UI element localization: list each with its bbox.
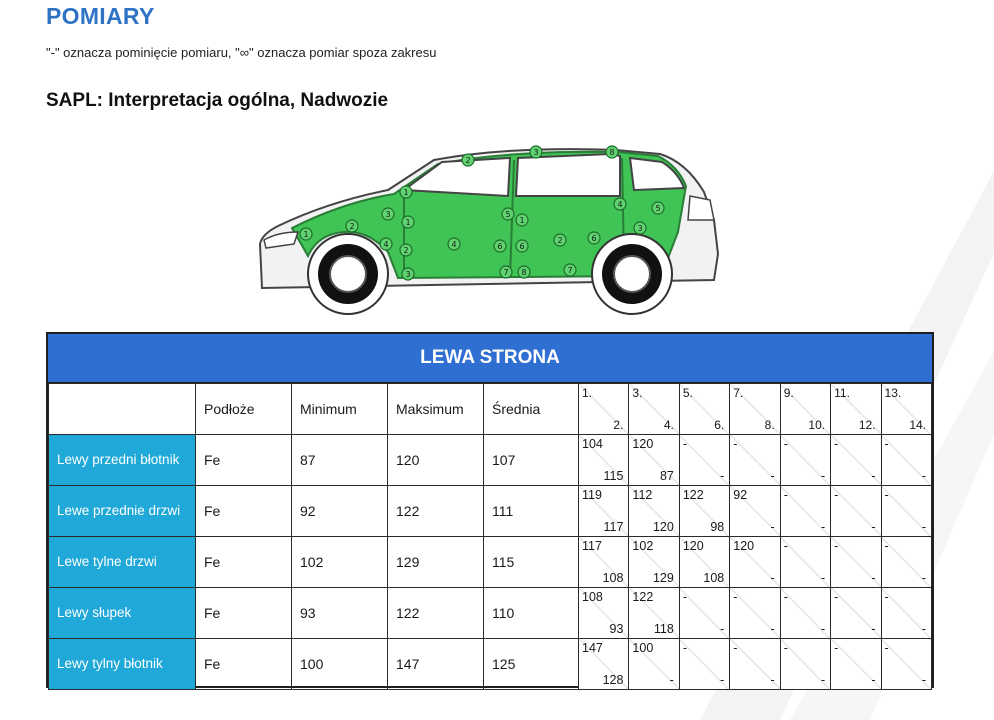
col-label [49,384,196,435]
point-label: 6 [519,242,525,251]
point-label: 1 [519,216,525,225]
cell-points: - - [881,639,931,690]
header-row [49,384,932,435]
cell-points: - - [730,435,780,486]
cell-points: - - [780,486,830,537]
page-title: POMIARY [46,3,155,29]
table-row [49,588,932,639]
cell-points: - - [780,588,830,639]
section-title: SAPL: Interpretacja ogólna, Nadwozie [46,90,389,111]
table-row [49,486,932,537]
cell-points: - - [831,435,881,486]
cell-substrate: Fe [196,435,292,486]
cell-maximum: 120 [388,435,484,486]
cell-minimum: 92 [292,486,388,537]
cell-minimum: 100 [292,639,388,690]
col-average: Średnia [484,384,579,435]
cell-points: 100 - [629,639,679,690]
point-label: 2 [403,246,409,255]
cell-points: 104 115 [579,435,629,486]
col-points-11-12: 11. 12. [831,384,881,435]
cell-points: - - [679,588,729,639]
cell-average: 125 [484,639,579,690]
measurement-grid [48,383,932,690]
point-label: 2 [557,236,563,245]
table-row [49,435,932,486]
cell-points: - - [881,537,931,588]
point-label: 4 [617,200,623,209]
cell-points: - - [831,537,881,588]
col-points-7-8: 7. 8. [730,384,780,435]
point-label: 5 [655,204,661,213]
cell-points: 119 117 [579,486,629,537]
point-label: 3 [637,224,643,233]
cell-maximum: 122 [388,486,484,537]
point-label: 8 [609,148,615,157]
cell-average: 115 [484,537,579,588]
cell-points: - - [780,435,830,486]
cell-substrate: Fe [196,588,292,639]
col-points-1-2: 1. 2. [579,384,629,435]
row-label: Lewy słupek [49,588,196,639]
legend-note: "-" oznacza pominięcie pomiaru, "∞" oznacza pomiar spoza zakresu [46,45,437,60]
car-side-icon [248,140,728,320]
cell-average: 107 [484,435,579,486]
cell-points: - - [679,435,729,486]
point-label: 1 [405,218,411,227]
cell-points: - - [831,588,881,639]
cell-average: 111 [484,486,579,537]
point-label: 6 [591,234,597,243]
col-substrate: Podłoże [196,384,292,435]
cell-points: - - [730,639,780,690]
point-label: 4 [451,240,457,249]
cell-points: 122 98 [679,486,729,537]
table-row [49,639,932,690]
cell-maximum: 129 [388,537,484,588]
cell-substrate: Fe [196,486,292,537]
cell-points: - - [881,588,931,639]
cell-points: - - [780,639,830,690]
cell-points: 120 108 [679,537,729,588]
cell-substrate: Fe [196,639,292,690]
cell-points: 92 - [730,486,780,537]
table-row [49,537,932,588]
col-maximum: Maksimum [388,384,484,435]
point-label: 3 [385,210,391,219]
cell-maximum: 122 [388,588,484,639]
col-points-3-4: 3. 4. [629,384,679,435]
cell-points: 117 108 [579,537,629,588]
cell-points: 120 - [730,537,780,588]
point-label: 2 [349,222,355,231]
col-minimum: Minimum [292,384,388,435]
cell-points: - - [780,537,830,588]
cell-points: - - [679,639,729,690]
cell-maximum: 147 [388,639,484,690]
cell-substrate: Fe [196,537,292,588]
cell-points: 122 118 [629,588,679,639]
cell-points: 102 129 [629,537,679,588]
table-title: LEWA STRONA [48,334,932,383]
point-label: 3 [405,270,411,279]
point-label: 1 [403,188,409,197]
point-label: 1 [303,230,309,239]
cell-points: - - [831,639,881,690]
cell-points: - - [730,588,780,639]
point-label: 7 [503,268,509,277]
cell-points: 120 87 [629,435,679,486]
cell-minimum: 93 [292,588,388,639]
cell-average: 110 [484,588,579,639]
cell-minimum: 87 [292,435,388,486]
row-label: Lewe przednie drzwi [49,486,196,537]
cell-points: 112 120 [629,486,679,537]
col-points-13-14: 13. 14. [881,384,931,435]
row-label: Lewy przedni błotnik [49,435,196,486]
col-points-9-10: 9. 10. [780,384,830,435]
point-label: 7 [567,266,573,275]
point-label: 3 [533,148,539,157]
point-label: 5 [505,210,511,219]
point-label: 6 [497,242,503,251]
row-label: Lewy tylny błotnik [49,639,196,690]
point-label: 8 [521,268,527,277]
point-label: 2 [465,156,471,165]
cell-points: - - [881,486,931,537]
cell-points: - - [831,486,881,537]
col-points-5-6: 5. 6. [679,384,729,435]
point-label: 4 [383,240,389,249]
cell-points: 147 128 [579,639,629,690]
cell-points: 108 93 [579,588,629,639]
row-label: Lewe tylne drzwi [49,537,196,588]
measurement-table [46,332,934,688]
cell-minimum: 102 [292,537,388,588]
cell-points: - - [881,435,931,486]
